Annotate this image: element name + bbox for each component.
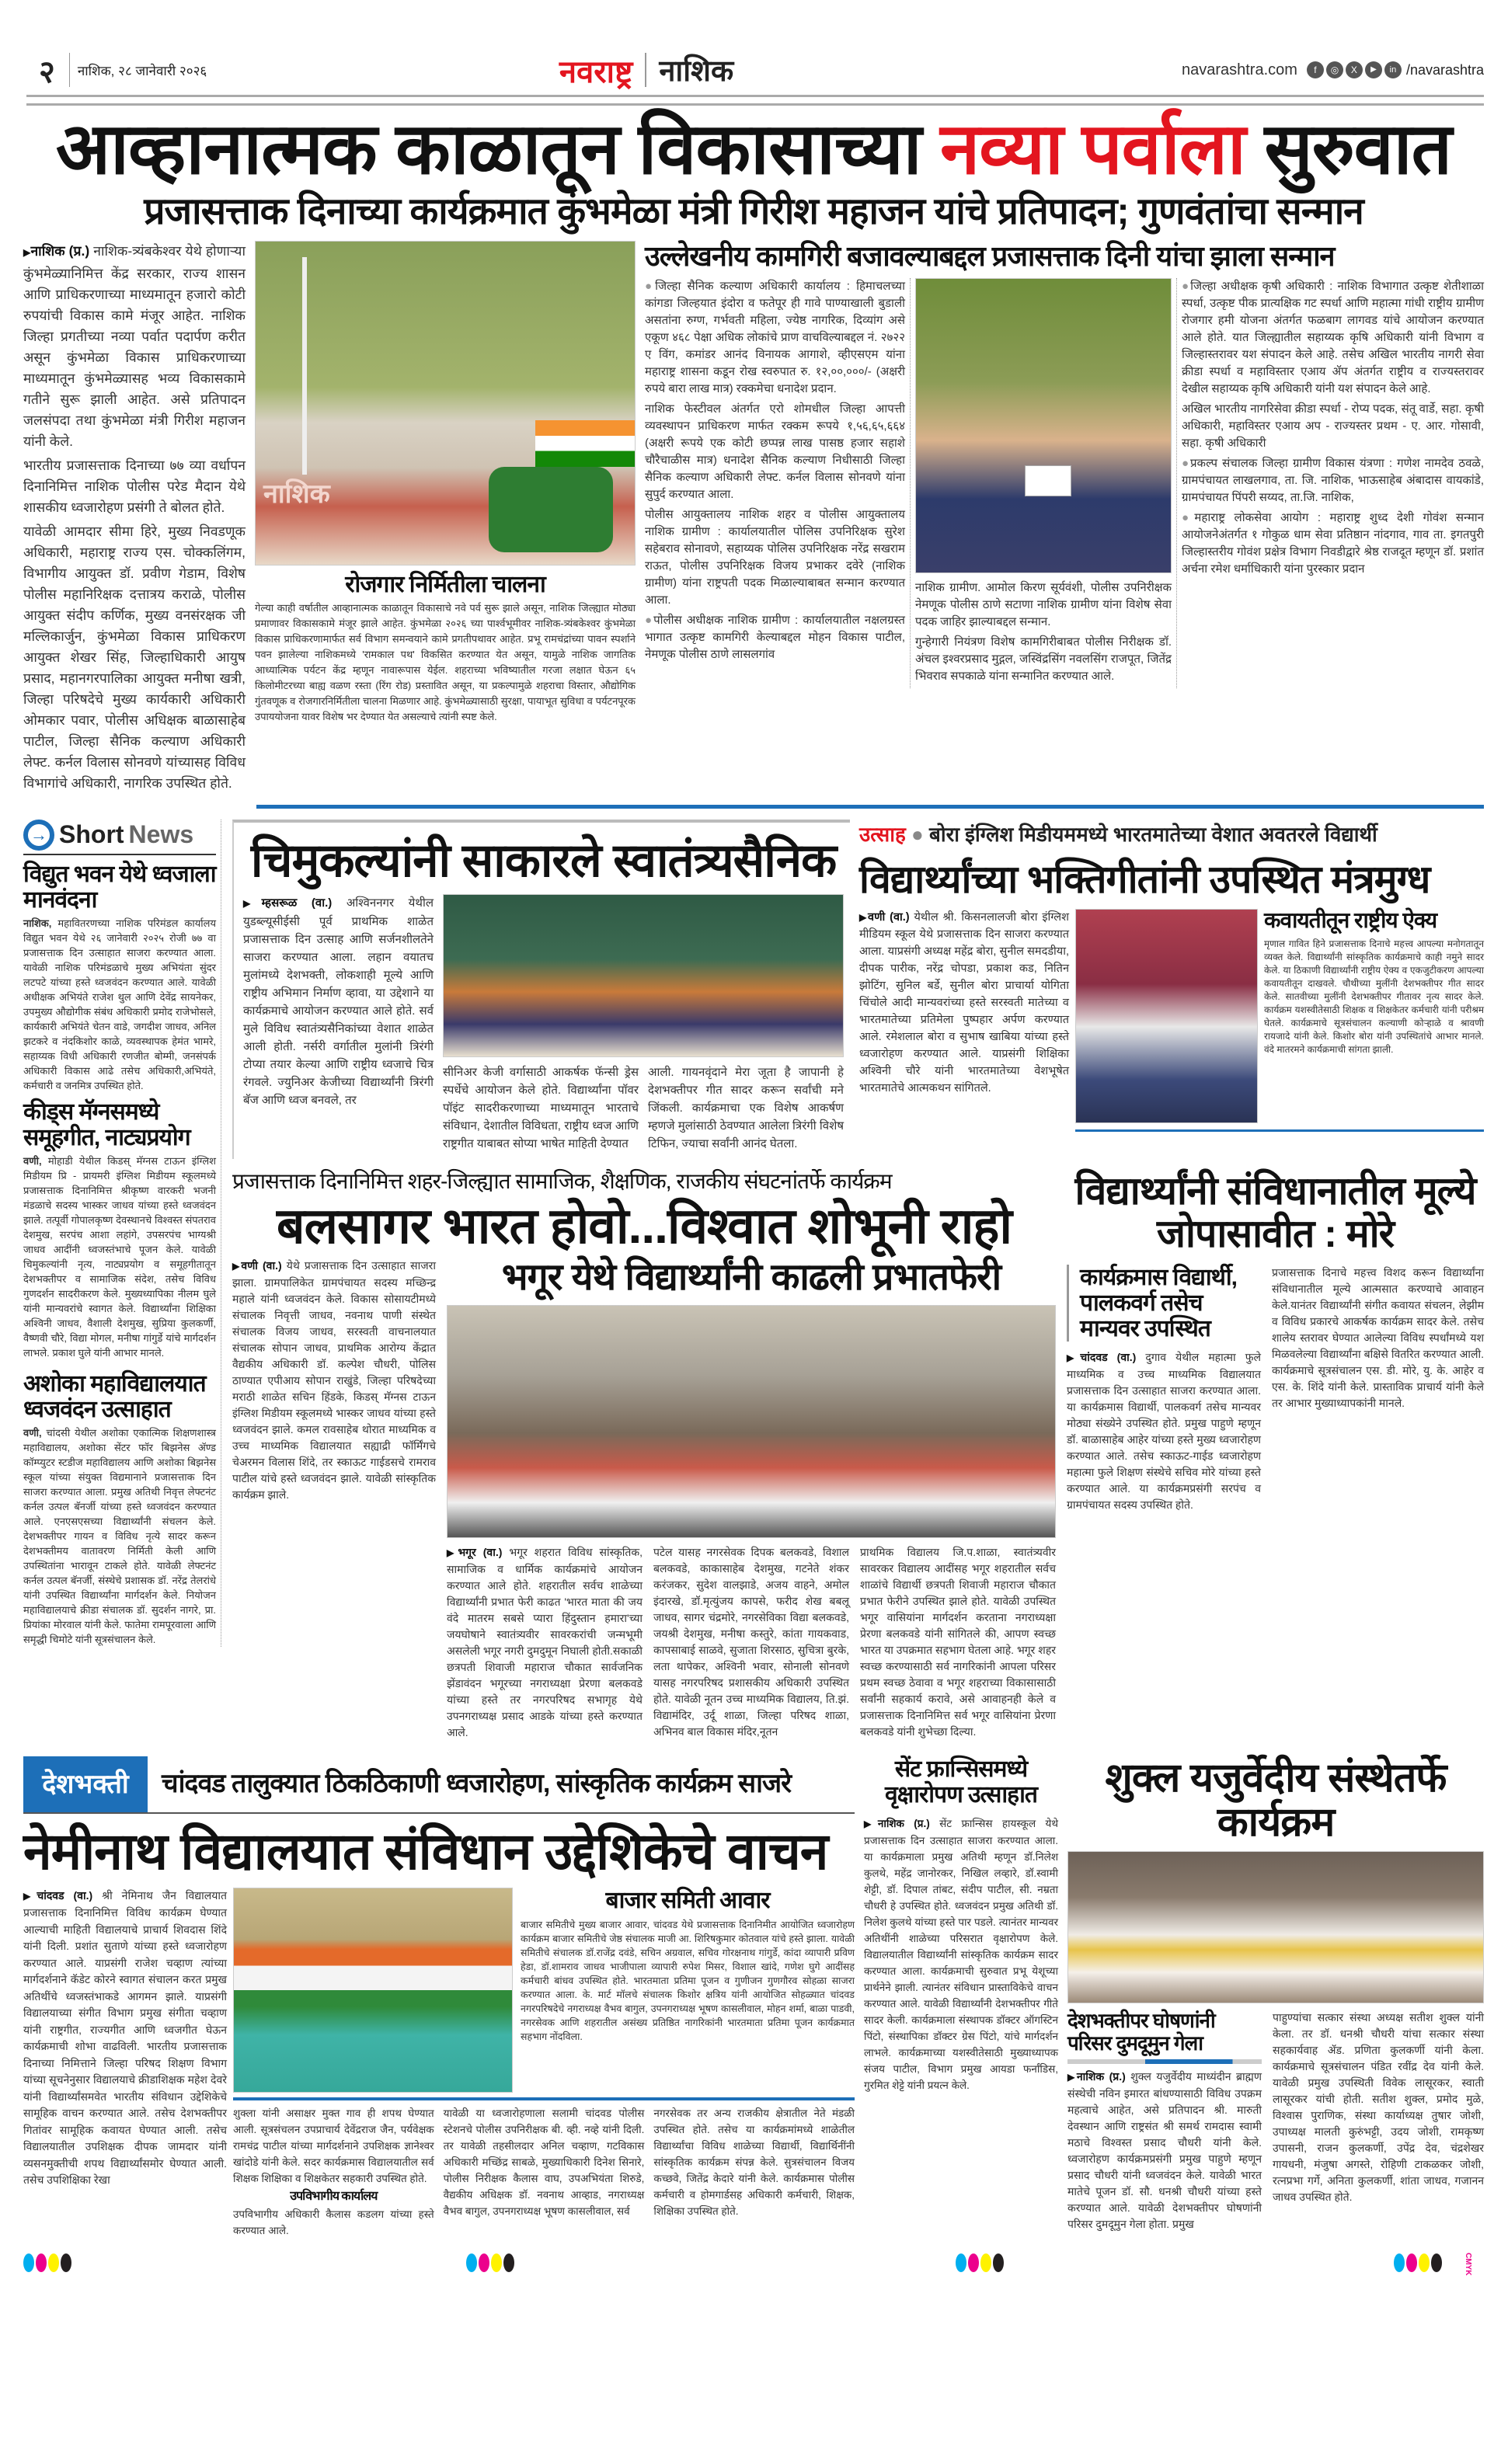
st-francis-headline: सेंट फ्रान्सिसमध्ये वृक्षारोपण उत्साहात (885, 1756, 1037, 1808)
edition-name: नाशिक (659, 55, 734, 88)
honours-photo (915, 278, 1172, 573)
bhagur-story (232, 1170, 1056, 1741)
st-francis-story (864, 1756, 1058, 2093)
social-handle: /navarashtra (1405, 61, 1484, 78)
honours-col-1: ● जिल्हा सैनिक कल्याण अधिकारी कार्यालय : हिमाचलच्या कांगडा जिल्हयात इंदोरा व फतेपूर ही गावे पाण्याखाली बुडाली असतांना रुग्ण, गर्भवती महिला, ज्येष्ठ नागरिक, दिव्यांग असे एकूण ४६८ पेक्षा अधिक लोकांचे प्राण वाचविल्याबद्दल नं. २७२२ ए विंग, कमांडर आनंद विनायक आगाशे, व्हीएसएम यांना महाराष्ट्र शासना कडून रोख स्वरुपात रु. १२,००,०००/- (अक्षरी रुपये बारा लाख मात्र) रक्कमेचा धनादेश प्रदान. नाशिक फेस्टीवल अंतर्गत एरो शोमधील जिल्हा आपत्ती व्यवस्थापन प्राधिकरण मार्फत रक्कम रूपये १,५६,६५,६६४ (अक्षरी रूपये एक कोटी छप्पन्न लाख पासष्ठ हजार सहाशे चौरैचाळीस मात्र) धनादेश सैनिक कल्याण निधीसाठी जिल्हा सैनिक कल्याण अधिकारी लेफ्ट. कर्नल विलास सोनवणे यांना सुपुर्द करण्यात आला. पोलीस आयुक्तालय नाशिक शहर व पोलीस आयुक्तालय नाशिक ग्रामीण : कार्यालयातील पोलिस उपनिरिक्षक सुरेश सहेबराव सोनावणे, सहाय्यक पोलिस उपनिरिक्षक नरेंद्र सखराम राऊत, पोलीस उपनिरिक्षक विजय प्रभाकर दवेरे (नाशिक ग्रामीण) यांना राष्ट्रपती पदक मिळाल्याबाबत सन्मान करण्यात आला. ● पोलीस अधीक्षक नाशिक ग्रामीण : कार्यालयातील नक्षलग्रस्त भागात उत्कृष्ट कामगिरी केल्याबद्दल मोहन विकास पाटील, नेमणूक पोलीस ठाणे लासलगांव (645, 278, 905, 666)
bhagur-kicker: प्रजासत्ताक दिनानिमित्त शहर-जिल्ह्यात सामाजिक, शैक्षणिक, राजकीय संघटनांतर्फे कार्यक्रम (232, 1168, 892, 1193)
lead-subheadline: प्रजासत्ताक दिनाच्या कार्यक्रमात कुंभमेळा मंत्री गिरीश महाजन यांचे प्रतिपादन; गुणवंतांचा सन्मान (144, 191, 1363, 233)
lead-photo-parade (255, 241, 636, 566)
freedom-fighters-story: चिमुकल्यांनी साकारले स्वातंत्र्यसैनिक ▶ म्हसरूळ (वा.) अश्विननगर येथील युडब्ल्यूसीईसी पूर्व प्राथमिक शाळेत प्रजासत्ताक दिन उत्साह आणि सर्जनशीलतेने साजरा करण्यात आला. लहान वयातच मुलांमध्ये देशभक्ती, लोकशाही मूल्ये आणि राष्ट्रीय अभिमान निर्माण व्हावा, या उद्देशाने या कार्यक्रमाचे आयोजन करण्यात आले होते. सर्व मुले विविध स्वातंत्र्यसैनिकांच्या वेशात शाळेत आली होती. नर्सरी वर्गातील मुलांनी त्रिरंगी टोप्या तयार केल्या आणि राष्ट्रीय ध्वजाचे चित्र रंगवले. ज्युनिअर केजीच्या विद्यार्थ्यांनी त्रिरंगी बॅज आणि ध्वज बनवले, तर सीनिअर केजी वर्गासाठी आकर्षक फॅन्सी ड्रेस स्पर्धेचे आयोजन केले होते. विद्यार्थ्यांना पॉवर पॉइंट सादरीकरणाच्या माध्यमातून भारताचे संविधान, देशातील विविधता, राष्ट्रीय ध्वज आणि राष्ट्रगीत याबाबत सोप्या भाषेत माहिती देण्यात आली. गायनवृंदाने मेरा जूता है जापानी हे देशभक्तीपर गीत सादर करून सर्वांची मने जिंकली. कार्यक्रमाचा एक विशेष आकर्षण म्हणजे मुलांसाठी ठेवण्यात आलेला त्रिरंगी विशेष टिफिन, ज्याचा सर्वांनी आनंद घेतला. (232, 820, 850, 1159)
brand-logo: नवराष्ट्र (559, 54, 633, 89)
x-icon[interactable]: X (1346, 61, 1363, 78)
bhagur-col-1: ▶ भगूर (वा.) भगूर शहरात विविध सांस्कृतिक, सामाजिक व धार्मिक कार्यक्रमांचे आयोजन करण्यात आले होते. शहरातील सर्वच शाळेच्या विद्यार्थ्यांनी प्रभात फेरी काढत 'भारत माता की जय वंदे मातरम सबसे प्यारा हिंदुस्तान हमारा'च्या जयघोषाने स्वातंत्र्यवीर सावरकरांची जन्मभूमी असलेली भगूर नगरी दुमदुमून निघाली होती.सकाळी छत्रपती शिवाजी महाराज चौकात सार्वजनिक झेंडावंदन भगूरच्या नगराध्यक्षा प्रेरणा बलकवडे यांच्या हस्ते तर नगरपरिषद सभागृह येथे उपनगराध्यक्ष प्रसाद आडके यांच्या हस्ते करण्यात आले. (447, 1544, 643, 1741)
more-col-1: ▶ चांदवड (वा.) दुगाव येथील महात्मा फुले माध्यमिक व उच्च माध्यमिक विद्यालयात प्रजासत्ताक दिन उत्साहात साजरा करण्यात आला. या कार्यक्रमास विद्यार्थी, पालकवर्ग तसेच मान्यवर मोठ्या संख्येने उपस्थित होते. प्रमुख पाहुणे म्हणून डॉ. बाळासाहेब आहेर यांच्या हस्ते मुख्य ध्वजारोहण करण्यात आले. तसेच स्काऊट-गाईड ध्वजारोहण महात्मा फुले शिक्षण संस्थेचे सचिव मोरे यांच्या हस्ते करण्यात आले. या कार्यक्रमप्रसंगी सरपंच व ग्रामपंचायत सदस्य उपस्थित होते. (1067, 1349, 1261, 1513)
masthead-rule (26, 95, 1484, 106)
bhagur-col-2: पटेल यासह नगरसेवक दिपक बलकवडे, विशाल बलकवडे, काकासाहेब देशमुख, गटनेते शंकर करंजकर, सुदेश वालझाडे, अजय वाहने, अमोल इंदारखे, डॉ.मृत्युंजय कापसे, फरीद शेख बबलू जाधव, सागर चंद्रमोरे, नगरसेविका विद्या बलकवडे, जयश्री देशमुख, मनीषा कस्तुरे, कांता गायकवाड, कापसाबाई साळवे, सुजाता शिरसाठ, सुचित्रा बुरके, लता थापेकर, अश्विनी भवार, सोनाली सोनवणे यासह नगरपरिषद प्रशासकीय अधिकारी उपस्थित होते. यावेळी नूतन उच्च माध्यमिक विद्यालय, ति.झं. विद्यामंदिर, उर्दू शाळा, जिल्हा परिषद शाळा, अभिनव बाल विकास मंदिर,नूतन (653, 1545, 849, 1738)
short-news-item: विद्युत भवन येथे ध्वजाला मानवंदना नाशिक, महावितरणच्या नाशिक परिमंडल कार्यालय विद्युत भवन येथे २६ जानेवारी २०२५ रोजी ७७ वा प्रजासत्ताक दिन उत्साहात साजरा करण्यात आला. यावेळी नाशिक परिमंडळाचे मुख्य अभियंता सुंदर लटपटे यांच्या हस्ते ध्वजवंदन करण्यात आले. यावेळी अधीक्षक अभियंते राजेश थुल आणि देवेंद्र सायनेकर, उपमुख्य औद्योगीक संबंध अधिकारी प्रमोद राजेभोसले, कार्यकारी अभियंते चेतन वाडे, जगदीश जाधव, अनिल झटकरे व नंदकिशोर काळे, व्यवस्थापक हेमंत भामरे, सहाय्यक विधी अधिकारी रणजीत बोम्मी, जनसंपर्क अधिकारी विकास आढे तसेच अधिकारी,अभियंते, कर्मचारी व जनमित्र उपस्थित होते. (23, 861, 216, 1091)
masthead (23, 48, 1484, 92)
shukla-subhead: देशभक्तीपर घोषणांनी परिसर दुमदूमुन गेला (1067, 2009, 1215, 2055)
bhagur-col-3: प्राथमिक विद्यालय जि.प.शाळा, स्वातंत्र्यवीर सावरकर विद्यालय आदींसह भगूर शहरातील सर्वच शाळांचे विद्यार्थी छत्रपती शिवाजी महाराज चौकात प्रभात फेरीने उपस्थित झाले होते. यावेळी उपस्थित भगूर वासियांना मार्गदर्शन करताना नगराध्यक्षा प्रेरणा बलकवडे यांनी सांगितले की, आपण स्वच्छ भारत या उपक्रमात सहभाग घेतला आहे. भगूर शहर स्वच्छ करण्यासाठी सर्व नागरिकांनी आपला परिसर प्रथम स्वच्छ ठेवावा व भगूर शहराच्या विकासासाठी सर्वांनी सहकार्य करावे, असे आवाहनही केले व प्रजासत्ताक दिनानिमित्त सर्व भगूर वासियांना प्रेरणा बलकवडे यांनी शुभेच्छा दिल्या. (860, 1545, 1056, 1738)
registration-marks: CMYK (23, 2253, 1484, 2276)
wani-story: ▶ वणी (वा.) येथे प्रजासत्ताक दिन उत्साहात साजरा झाला. ग्रामपालिकेत ग्रामपंचायत सदस्य मच्छिन्द्र महाले यांनी ध्वजवंदन केले. विकास सोसायटीमध्ये संचालक निवृत्ती जाधव, नवनाथ पाणी संस्थेत संचालक विजय जाधव, सरस्वती वाचनालयात संचालक सोपान जाधव, प्राथमिक आरोग्य केंद्रात वैद्यकीय अधिकारी डॉ. कल्पेश चौधरी, पोलिस ठाण्यात एपीआय सोपान राखुंडे, जिल्हा परिषदेच्या मराठी शाळेत सचिन हिंडके, किडस् मॅग्नस टाऊन इंग्लिश मिडीयम स्कूलमध्ये भास्कर जाधव यांच्या हस्ते ध्वजवंदन झाले. कमल रावसाहेब थोरात माध्यमिक व उच्च माध्यमिक विद्यालयात सह्याद्री फॉर्मिंगचे चेअरमन विलास शिंदे, तर स्काऊट गाईडसचे रामराव पाटील यांचे हस्ते ध्वजवंदन झाले. यावेळी सांस्कृतिक कार्यक्रम झाले. (232, 1258, 436, 1503)
bhagur-headline: बलसागर भारत होवो...विश्वात शोभूनी राहो (277, 1197, 1012, 1254)
photo-caption-title: रोजगार निर्मितीला चालना (345, 571, 545, 597)
deshbhakti-tag: देशभक्ती (23, 1756, 148, 1812)
short-news-item: अशोका महाविद्यालयात ध्वजवंदन उत्साहात वणी, चांदसी येथील अशोका एकात्मिक शिक्षणशास्त्र महाविद्यालय, अशोका सेंटर फॉर बिझनेस ॲण्ड कॉम्प्युटर स्टडीज महाविद्यालय आणि अशोका बिझनेस स्कूल यांच्या संयुक्त विद्यमानाने प्रजासत्ताक दिन साजरा करण्यात आला. प्रमुख अतिथी निवृत्त लेफ्टनंट कर्नल उत्पल बॅनर्जी यांच्या हस्ते ध्वजवंदन करण्यात आले. एनएसएसच्या विद्यार्थ्यांनी संचलन केले. देशभक्तीपर गायन व विविध नृत्ये सादर करून देशभक्तीमय वातावरण निर्मिती केली आणि उपस्थितांना भारावून टाकले होते. यावेळी लेफ्टनंट कर्नल उत्पल बॅनर्जी, संस्थेचे प्रशासक डॉ. नरेंद्र तेलरांधे यांनी उपस्थित विद्यार्थ्यांना मार्गदर्शन केले. नियोजन महाविद्यालयाचे क्रीडा संचालक डॉ. सुदर्शन नागरे, प्रा. प्रियांका मोरवाल यांनी केले. फातेमा रामपूरवाला आणि समृद्धी चिमोटे यांनी सूत्रसंचालन केले. (23, 1370, 216, 1645)
neminath-headline: नेमीनाथ विद्यालयात संविधान उद्देशिकेचे वाचन (23, 1822, 828, 1880)
bora-school-story: उत्साह ● बोरा इंग्लिश मिडीयममध्ये भारतमातेच्या वेशात अवतरले विद्यार्थी विद्यार्थ्यांच्या भक्तिगीतांनी उपस्थित मंत्रमुग्ध ▶ वणी (वा.) येथील श्री. किसनलालजी बोरा इंग्लिश मीडियम स्कूल येथे प्रजासत्ताक दिन साजरा करण्यात आला. याप्रसंगी अध्यक्ष महेंद्र बोरा, सुनील समदडीया, दीपक पारीक, नरेंद्र चोपडा, प्रकाश कड, नितिन झोटिंग, सुनिल बर्डे, सुनील बोरा प्राचार्या योगिता चिंचोले आदी मान्यवरांच्या हस्ते सरस्वती मातेच्या व भारतमातेच्या प्रतिमेला पुष्पहार अर्पण करण्यात आले. रमेशलाल बोरा व सुभाष खाबिया यांच्या हस्ते ध्वजारोहण करण्यात आले. याप्रसंगी शिक्षिका अश्विनी चौरे यांनी भारतमातेच्या वेशभूषेत भारतमातेचे आत्मकथन सांगितले. कवायतीतून राष्ट्रीय ऐक्य मृणाल गावित हिने प्रजासत्ताक दिनाचे महत्त्व आपल्या मनोगतातून व्यक्त केले. विद्यार्थ्यांनी सांस्कृतिक कार्यक्रमाचे काही नमुने सादर केले. या ठिकाणी विद्यार्थ्यांनी राष्ट्रीय ऐक्य व एकजुटीकरण आपल्या कवायतीतून दाखवले. चौथीच्या मुलींनी देशभक्तीपर गीत सादर केले. सातवीच्या मुलींनी देशभक्तीपर गीतावर नृत्य सादर केले. कार्यक्रम यशस्वीतेसाठी शिक्षक व शिक्षकेतर कर्मचारी यांनी परीश्रम घेतले. कार्यक्रमाचे सूत्रसंचालन कल्याणी कोऱ्हाळे व श्रावणी रायजादे यांनी केले. किशोर बोरा यांनी उपस्थितांचे आभार मानले. वंदे मातरमने कार्यक्रमाची सांगता झाली. (859, 820, 1484, 1132)
honours-col-3: ● जिल्हा अधीक्षक कृषी अधिकारी : नाशिक विभागात उत्कृष्ट शेतीशाळा स्पर्धा, उत्कृष्ट पीक प्रात्यक्षिक गट स्पर्धा आणि महात्मा गांधी राष्ट्रीय ग्रामीण रोजगार हमी योजना अंतर्गत फळबाग लागवड यांचे आयोजन करण्यात आले होते. यात जिल्ह्यातील सहाय्यक कृषि अधिकारी यांनी विभाग व जिल्हास्तरावर यश संपादन केले आहे. तसेच अखिल भारतीय नागरी सेवा क्रीडा स्पर्धा व महाविस्तार एआय ॲप अंतर्गत राष्ट्रीय व राज्यस्तरावर देखील सहाय्यक कृषि अधिकारी यांनी यश संपादन केले आहे. अखिल भारतीय नागरिसेवा क्रीडा स्पर्धा - रोप्य पदक, संतू वार्डे, सहा. कृषी अधिकारी, महाविस्तर एआय अप - राज्यस्तर प्रथम - ए. आर. गोसावी, सहा. कृषी अधिकारी ● प्रकल्प संचालक जिल्हा ग्रामीण विकास यंत्रणा : गणेश नामदेव ठवळे, ग्रामपंचायत लाखलगाव, ता. जि. नाशिक, भाऊसाहेब अंबादास वायकांडे, ग्रामपंचायत पिंपरी सय्यद, ता.जि. नाशिक, ● महाराष्ट्र लोकसेवा आयोग : महाराष्ट्र शुध्द देशी गोवंश सन्मान आयोजनेअंतर्गत १ गोकुळ धाम सेवा प्रतिष्ठान नांदगाव, गाव ता. इगतपुरी जिल्हास्तरीय गोवंश प्रक्षेत्र विभाग निवडीद्वारे श्रेष्ठ राजदूत म्हणून डॉ. प्रशांत अर्चना रमेश धर्माधिकारी यांना पुरस्कार प्रदान (1182, 278, 1484, 581)
bhagur-subheadline: भगूर येथे विद्यार्थ्यांनी काढली प्रभातफेरी (501, 1257, 1001, 1299)
short-news-item: कीड्स मॅग्नसमध्ये समूहगीत, नाट्यप्रयोग वणी, मोहाडी येथील किडस् मॅग्नस टाऊन इंग्लिश मिडीयम प्रि - प्रायमरी इंग्लिश मिडीयम स्कूलमध्ये प्रजासत्ताक दिनानिमित्त श्रीकृष्ण वारकरी भजनी मंडळाचे सदस्य भास्कर जाधव यांच्या हस्ते ध्वजवंदन झाले. तत्पूर्वी गोपालकृष्ण देवस्थानचे विश्वस्त संपतराव देशमुख, सरपंच आशा लहांगे, उपसरपंच भाग्यश्री जाधव आदींनी ध्वजस्तंभाचे पूजन केले. यावेळी चिमुकल्यांनी नृत्य, नाट्यप्रयोग व समूहगीतातून देशभक्तीपर व सामाजिक संदेश, तसेच विविध गुणदर्शन सादरीकरण केले. मुख्यध्यापिका नीलम घुले यांनी मान्यवरांचे स्वागत केले. विद्यार्थ्यांना शिक्षिका अश्विनी जाधव, वैशाली देशमुख, सुप्रिया कुलकर्णी, वैष्णवी चौरे, विद्या मोगल, मनीषा गांगुर्डे यांचे मार्गदर्शन लाभले. प्रकाश घुले यांनी आभार मानले. (23, 1098, 216, 1359)
neminath-col-2: शुक्ला यांनी असाक्षर मुक्त गाव ही शपथ घेण्यात आली. सूत्रसंचलन उपप्राचार्य देवेंद्रराज जैन, पर्यवेक्षक रामचंद्र पाटील यांच्या मार्गदर्शनाने उपशिक्षक ज्ञानेश्वर खांदोडे यांनी केले. सदर कार्यक्रमास विद्यालयातील सर्व शिक्षक शिक्षिका व शिक्षकेतर सहकारी उपस्थित होते. उपविभागीय कार्यालय उपविभागीय अधिकारी कैलास कडलग यांच्या हस्ते करण्यात आले. (233, 2107, 434, 2237)
deshbhakti-strip: देशभक्ती चांदवड तालुक्यात ठिकठिकाणी ध्वजारोहण, सांस्कृतिक कार्यक्रम साजरे (23, 1756, 855, 1814)
instagram-icon[interactable]: ◎ (1326, 61, 1343, 78)
bajar-samiti-text: बाजार समितीचे मुख्य बाजार आवार, चांदवड येथे प्रजासत्ताक दिनानिमीत आयोजित ध्वजारोहण कार्यक्रम बाजार समितीचे जेष्ठ संचालक माजी आ. शिरिषकुमार कोतवाल यांचे हस्ते झाला. यावेळी समितीचे संचालक डॉ.राजेंद्र दवंडे, सचिन अग्रवाल, सचिव गोरक्षनाथ गांगुर्डे, कांदा व्यापारी प्रविण हेडा, डॉ.शामराव जाधव भाजीपाला व्यापारी रुपेश मिसर, विशाल खांदे, गणेश घुगे आदींसह कर्मचारी बांधव उपस्थित होते. भारतमाता प्रतिमा पूजन व गुणीजन गुणगौरव सोहळा साजरा करण्यात आला. के. मार्ट मॉलचे संचालक किशोर क्षत्रिय यांनी आयोजित सोहळ्यात चांदवड नगरपरिषदेचे नगराध्यक्ष वैभव बागुल, उपनगराध्यक्ष भूषण कासलीवाल, मोहन शर्मा, बाळा पाडवी, नगरसेवक आणि शहरातील असंख्य प्रतिष्ठित नागरिकांनी भारतमाता प्रतिमा पूजन कार्यक्रमात सहभाग नोंदविला. (521, 1919, 855, 2042)
arrow-icon: → (23, 820, 54, 851)
bajar-samiti-title: बाजार समिती आवार (605, 1887, 770, 1913)
prabhat-feri-photo (447, 1305, 1056, 1538)
more-headline: विद्यार्थ्यांनी संविधानातील मूल्ये जोपासावीत : मोरे (1074, 1168, 1476, 1255)
children-costume-photo (443, 894, 844, 1057)
more-col-2: प्रजासत्ताक दिनाचे महत्त्व विशद करून विद्यार्थ्यांना संविधानातील मूल्ये आत्मसात करण्याचे आवाहन केले.यानंतर विद्यार्थ्यांनी संगीत कवायत संचलन, लेझीम व विविध प्रकारचे आकर्षक कार्यक्रम सादर केले. तसेच शालेय स्तरावर घेण्यात आलेल्या विविध स्पर्धांमध्ये यश मिळवलेल्या विद्यार्थ्यांना बक्षिसे वितरित करण्यात आली. कार्यक्रमाचे सूत्रसंचालन एस. डी. मोरे, यु. के. आहेर व एस. के. शिंदे यांनी केले. प्रास्ताविक प्राचार्य यांनी केले तर आभार मुख्याध्यापकांनी मानले. (1272, 1265, 1484, 1409)
shukla-headline: शुक्ल यजुर्वेदीय संस्थेतर्फे कार्यक्रम (1105, 1755, 1447, 1846)
page-number: २ (39, 54, 55, 89)
social-icons (1307, 61, 1402, 78)
facebook-icon[interactable]: f (1307, 61, 1324, 78)
shukla-col-2: पाहुण्यांचा सत्कार संस्था अध्यक्ष सतीश शुक्ल यांनी केला. तर डॉ. धनश्री चौधरी यांचा सत्कार संस्था सहकार्यवाह ॲड. प्रणिता कुलकर्णी यांनी केला. कार्यक्रमाचे सूत्रसंचालन पंडित रवींद्र देव यांनी केले. यावेळी प्रमुख उपस्थिती विवेक लासूरकर, स्वाती लासूरकर यांची होती. सतीश शुक्ल, प्रमोद मुळे, विश्वास पुराणिक, संस्था कार्याध्यक्ष तुषार जोशी, उपाध्यक्ष मालती कुरुंभट्टी, उदय जोशी, रामकृष्ण उपासनी, राजन कुलकर्णी, उपेंद्र देव, चंद्रशेखर गायधनी, मंजुषा अगस्ते, रोहिणी टाकळकर जोशी, रत्नप्रभा गर्गे, अनिता कुलकर्णी, शांता जाधव, गजानन जाधव उपस्थित होते. (1273, 2011, 1484, 2204)
more-story (1067, 1170, 1484, 1513)
more-subhead: कार्यक्रमास विद्यार्थी, पालकवर्ग तसेच मान्यवर उपस्थित (1067, 1265, 1261, 1342)
shukla-flag-hoisting-photo (1067, 1851, 1484, 2003)
neminath-col-4: नगरसेवक तर अन्य राजकीय क्षेत्रातील नेते मंडळी उपस्थित होते. तसेच या कार्यक्रमांमध्ये शाळेतील विद्यार्थ्यांचा विविध शाळेच्या विद्यार्थी, विद्यार्थिनींनी सांस्कृतिक कार्यक्रम संपन्न केले. सुत्रसंचालन विजय कच्छवे, जितेंद्र केदारे यांनी केले. कार्यक्रमास पोलीस कर्मचारी व होमगार्डसह अधिकारी कर्मचारी, शिक्षक, शिक्षिका उपस्थित होते. (653, 2107, 855, 2217)
neminath-col-1: ▶ चांदवड (वा.) श्री नेमिनाथ जैन विद्यालयात प्रजासत्ताक दिनानिमित्त विविध कार्यक्रम घेण्यात आल्याची माहिती विद्यालयाचे प्राचार्य शिवदास शिंदे यांनी दिली. प्रशांत सुताणे यांच्या हस्ते ध्वजारोहण करण्यात आले. याप्रसंगी राजेश चव्हाण त्यांच्या मार्गदर्शनाने कॅडेट कोरने स्वागत संचालन करत प्रमुख अतिथींचे ध्वजस्तंभाकडे आगमन झाले. याप्रसंगी विद्यालयाच्या संगीत विभाग प्रमुख संगीता चव्हाण यांनी राष्ट्रगीत, राज्यगीत आणि ध्वजगीत घेऊन कार्यक्रमाची शोभा वाढविली. भारतीय प्रजासत्ताक दिनाच्या निमित्ताने जिल्हा परिषद शिक्षण विभाग यांच्या सूचनेनुसार विद्यालयाचे क्रीडाशिक्षक महेश देवरे यांनी विद्यार्थ्यांसमवेत भारतीय संविधान उद्देशिकेचे सामूहिक वाचन करण्यात आले. तसेच देशभक्तीपर गितांवर सामूहिक कवायत घेण्यात आली. तसेच विद्यालयातील उपशिक्षक दीपक जामदार यांनी व्यसनमुक्तीची शपथ विद्यार्थ्यांसमोर घेण्यात आली. तसेच उपशिक्षिका रेखा (23, 1888, 227, 2189)
shukla-story (1067, 1756, 1484, 2233)
shukla-col-1: ▶ नाशिक (प्र.) शुक्ल यजुर्वेदीय माध्यंदीन ब्राह्मण संस्थेची नविन इमारत बांधण्यासाठी विविध उपक्रम महत्वाचे आहेत, असे प्रतिपादन श्री. मारुती देवस्थान आणि राष्ट्रसंत श्री समर्थ रामदास स्वामी मठाचे विश्वस्त प्रसाद चौधरी यांनी केले. ध्वजारोहण कार्यक्रमप्रसंगी प्रमुख पाहुणे म्हणून प्रसाद चौधरी यांनी ध्वजवंदन केले. यावेळी भारत मातेचे पूजन डॉ. सौ. धनश्री चौधरी यांच्या हस्ते करण्यात आले. यावेळी देशभक्तीपर घोषणांनी परिसर दुमदूमुन गेला होता. प्रमुख (1067, 2069, 1262, 2233)
photo-caption-text: गेल्या काही वर्षातील आव्हानात्मक काळातून विकासाचे नवे पर्व सुरू झाले असून, नाशिक जिल्ह्यात मोठ्या प्रमाणावर विकासकामे मंजूर झाले आहेत. कुंभमेळा २०२६ च्या पार्श्वभूमीवर नाशिक-त्र्यंबकेश्वर कुंभमेळा विकास प्राधिकरणामार्फत सर्व विभाग समन्वयाने कामे प्रगतीपथावर आहेत. प्रभू रामचंद्रांच्या पावन स्पर्शाने पवन झालेल्या नाशिकमध्ये 'रामकाल पथ' विकसित करण्यात येत असून, यामुळे नाशिक जागतिक आध्यात्मिक पर्यटन केंद्र म्हणून नावारूपास येईल. शहराच्या भविष्यातील गरजा लक्षात घेऊन ६५ किलोमीटरच्या बाह्य वळण रस्ता (रिंग रोड) प्रस्तावित असून, या प्रकल्पामुळे शहराचा विस्तार, औद्योगिक गुंतवणूक व रोजगारनिर्मितीला चालना मिळणार आहे. कुंभमेळ्यासाठी सुरक्षा, पायाभूत सुविधा व पर्यटनपूरक उपाययोजना यावर विशेष भर देण्यात येत असल्याचे त्यांनी स्पष्ट केले. (255, 601, 636, 722)
section-rule (256, 805, 1484, 809)
honours-headline: उल्लेखनीय कामगिरी बजावल्याबद्दल प्रजासत्ताक दिनी यांचा झाला सन्मान (645, 239, 1335, 272)
youtube-icon[interactable]: ▶ (1365, 61, 1382, 78)
lead-story: ▶ नाशिक (प्र.) नाशिक-त्र्यंबकेश्वर येथे होणाऱ्या कुंभमेळ्यानिमित्त केंद्र सरकार, राज्य शासन आणि प्राधिकरणाच्या माध्यमातून हजारो कोटी रुपयांची विकास कामे मंजूर आहेत. नाशिक जिल्हा प्रगतीच्या नव्या पर्वात पदार्पण करीत असून कुंभमेळा विकास प्राधिकरणाच्या माध्यमातून कुंभमेळ्यासह भव्य विकासकामे गतीने सुरू झाली आहेत. असे प्रतिपादन जलसंपदा तथा कुंभमेळा मंत्री गिरीश महाजन यांनी केले. भारतीय प्रजासत्ताक दिनाच्या ७७ व्या वर्धापन दिनानिमित्त नाशिक पोलीस परेड मैदान येथे शासकीय ध्वजारोहण प्रसंगी ते बोलत होते. यावेळी आमदार सीमा हिरे, मुख्य निवडणूक अधिकारी, महाराष्ट्र राज्य एस. चोक्कलिंगम, विभागीय आयुक्त डॉ. प्रवीण गेडाम, विशेष पोलीस महानिरिक्षक दत्तात्रय कराळे, पोलीस आयुक्त संदीप कर्णिक, मुख्य वनसंरक्षक जी मल्लिकार्जुन, कुंभमेळा विकास प्राधिकरण आयुक्त शेखर सिंह, जिल्हाधिकारी आयुष प्रसाद, महानगरपालिका आयुक्त मनीषा खत्री, जिल्हा परिषदेचे मुख्य कार्यकारी अधिकारी ओमकार पवार, पोलीस अधिक्षक बाळासाहेब पाटील, जिल्हा सैनिक कल्याण अधिकारी लेफ्ट. कर्नल विलास सोनवणे यांच्यासह विविध विभागांचे अधिकारी, नागरिक उपस्थित होते. (23, 241, 246, 797)
nashik-sign: नाशिक (263, 479, 330, 509)
short-news: → Short News विद्युत भवन येथे ध्वजाला मानवंदना नाशिक, महावितरणच्या नाशिक परिमंडल कार्यालय विद्युत भवन येथे २६ जानेवारी २०२५ रोजी ७७ वा प्रजासत्ताक दिन उत्साहात साजरा करण्यात आला. यावेळी नाशिक परिमंडळाचे मुख्य अभियंता सुंदर लटपटे यांच्या हस्ते ध्वजवंदन करण्यात आले. यावेळी अधीक्षक अभियंते राजेश थुल आणि देवेंद्र सायनेकर, उपमुख्य औद्योगीक संबंध अधिकारी प्रमोद राजेभोसले, कार्यकारी अभियंते चेतन वाडे, जगदीश जाधव, अनिल झटकरे व नंदकिशोर काळे, व्यवस्थापक हेमंत भामरे, सहाय्यक विधी अधिकारी रणजीत बोम्मी, जनसंपर्क अधिकारी विकास आढे तसेच अधिकारी,अभियंते, कर्मचारी व जनमित्र उपस्थित होते. कीड्स मॅग्नसमध्ये समूहगीत, नाट्यप्रयोग वणी, मोहाडी येथील किडस् मॅग्नस टाऊन इंग्लिश मिडीयम प्रि - प्रायमरी इंग्लिश मिडीयम स्कूलमध्ये प्रजासत्ताक दिनानिमित्त श्रीकृष्ण वारकरी भजनी मंडळाचे सदस्य भास्कर जाधव यांच्या हस्ते ध्वजवंदन झाले. तत्पूर्वी गोपालकृष्ण देवस्थानचे विश्वस्त संपतराव देशमुख, सरपंच आशा लहांगे, उपसरपंच भाग्यश्री जाधव आदींनी ध्वजस्तंभाचे पूजन केले. यावेळी चिमुकल्यांनी नृत्य, नाट्यप्रयोग व समूहगीतातून देशभक्तीपर व सामाजिक संदेश, तसेच विविध गुणदर्शन सादरीकरण केले. मुख्यध्यापिका नीलम घुले यांनी मान्यवरांचे स्वागत केले. विद्यार्थ्यांना शिक्षिका अश्विनी जाधव, वैशाली देशमुख, सुप्रिया कुलकर्णी, वैष्णवी चौरे, विद्या मोगल, मनीषा गांगुर्डे यांचे मार्गदर्शन लाभले. प्रकाश घुले यांनी आभार मानले. अशोका महाविद्यालयात ध्वजवंदन उत्साहात वणी, चांदसी येथील अशोका एकात्मिक शिक्षणशास्त्र महाविद्यालय, अशोका सेंटर फॉर बिझनेस ॲण्ड कॉम्प्युटर स्टडीज महाविद्यालय आणि अशोका बिझनेस स्कूल यांच्या संयुक्त विद्यमानाने प्रजासत्ताक दिन साजरा करण्यात आला. प्रमुख अतिथी निवृत्त लेफ्टनंट कर्नल उत्पल बॅनर्जी यांच्या हस्ते ध्वजवंदन करण्यात आले. एनएसएसच्या विद्यार्थ्यांनी संचलन केले. देशभक्तीपर गायन व विविध नृत्ये सादर करून देशभक्तीमय वातावरण निर्मिती केली आणि उपस्थितांना भारावून टाकले होते. यावेळी लेफ्टनंट कर्नल उत्पल बॅनर्जी, संस्थेचे प्रशासक डॉ. नरेंद्र तेलरांधे यांनी उपस्थित विद्यार्थ्यांना मार्गदर्शन केले. नियोजन महाविद्यालयाचे क्रीडा संचालक डॉ. सुदर्शन नागरे, प्रा. प्रियांका मोरवाल यांनी केले. फातेमा रामपूरवाला आणि समृद्धी चिमोटे यांनी सूत्रसंचालन केले. (23, 820, 221, 1647)
dateline: नाशिक, २८ जानेवारी २०२६ (77, 63, 207, 78)
girls-with-flag-photo (233, 1888, 513, 2093)
st-francis-text: ▶ नाशिक (प्र.) सेंट फ्रान्सिस हायस्कूल येथे प्रजासत्ताक दिन उत्साहात साजरा करण्यात आला. या कार्यक्रमाला प्रमुख अतिथी म्हणून डॉ.निलेश कुलथे, महेंद्र जानोरकर, निखिल लव्हारे, डॉ.स्वामी शेट्टी, डॉ. दिपाल तांबट, संदीप पाटील, सी. नम्रता चौधरी हे उपस्थित होते. ध्वजवंदन प्रमुख अतिथी डॉ. निलेश कुलथे यांच्या हस्ते पार पडले. त्यानंतर मान्यवर अतिथींनी शाळेच्या परिसरात वृक्षारोपण केले. विद्यालयातील विद्यार्थ्यांनी सांस्कृतिक कार्यक्रम सादर करण्यात आला. कार्यक्रमाची सुरुवात प्रभू येशूच्या प्रार्थनेने झाली. त्यानंतर संविधान प्रास्ताविकेचे वाचन करण्यात आले. यावेळी विद्यार्थ्यांनी देशभक्तीपर गीते सादर केली. कार्यक्रमाला संस्थापक डॉक्टर ऑगस्टिन पिंटो, संस्थापिका डॉक्टर ग्रेस पिंटो, यांचे मार्गदर्शन लाभले. कार्यक्रमाच्या यशस्वीतेसाठी मुख्याध्यापक संजय पाटील, विभाग प्रमुख आयडा फर्नांडिस, गुरमित शेट्टे यांनी प्रयत्न केले. (864, 1815, 1058, 2093)
neminath-col-3: यावेळी या ध्वजारोहणाला सलामी चांदवड पोलीस स्टेशनचे पोलीस उपनिरीक्षक बी. व्ही. नव्हे यांनी दिली. तर यावेळी तहसीलदार अनिल चव्हाण, गटविकास अधिकारी मच्छिंद्र साबळे, मुख्याधिकारी दिनेश सिनारे, पोलीस निरीक्षक कैलास वाघ, उपअभियंता शिरुडे, वैद्यकीय अधिक्षक डॉ. नवनाथ आव्हाड, नगराध्यक्ष वैभव बागुल, उपनगराध्यक्ष भूषण कासलीवाल, सर्व (443, 2107, 645, 2217)
lead-headline: आव्हानात्मक काळातून विकासाच्या नव्या पर्वाला सुरुवात (55, 110, 1452, 189)
school-parade-photo (1075, 909, 1258, 1123)
website-link[interactable]: navarashtra.com (1181, 61, 1297, 78)
honours-col-2: नाशिक ग्रामीण. आमोल किरण सूर्यवंशी, पोलीस उपनिरीक्षक नेमणूक पोलीस ठाणे सटाणा नाशिक ग्रामीण यांना विशेष सेवा पदक जाहिर झाल्याबद्दल सन्मान. गुन्हेगारी नियंत्रण विशेष कामगिरीबाबत पोलीस निरीक्षक डॉ. अंचल इश्वरप्रसाद मुद्गल, जस्विंद्रसिंग नवलसिंग राजपूत, जितेंद्र भिवराव सपकाळे यांना सन्मानित करण्यात आले. (915, 580, 1172, 683)
linkedin-icon[interactable]: in (1384, 61, 1402, 78)
